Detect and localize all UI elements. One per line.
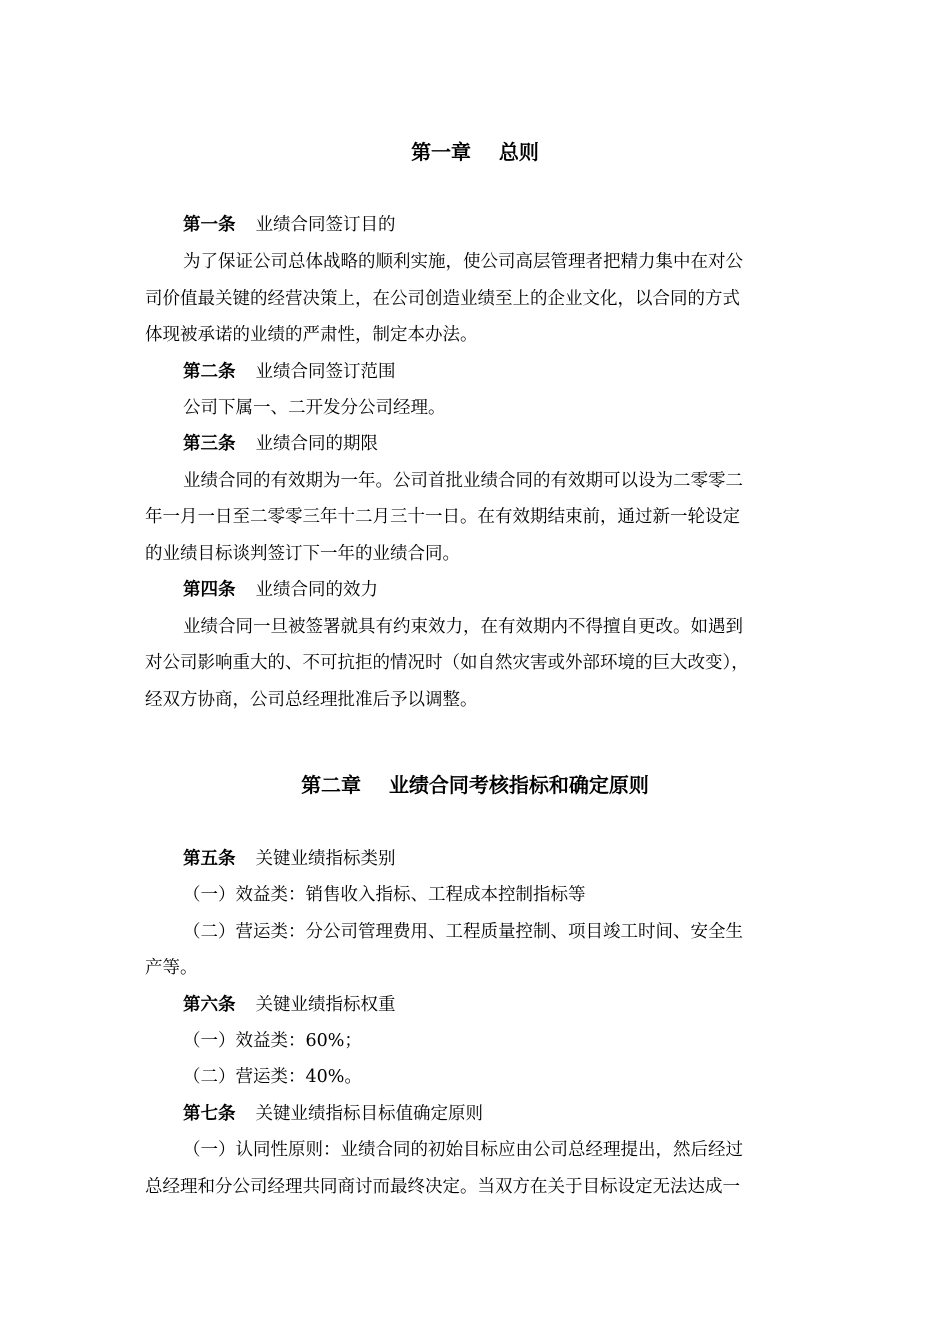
paragraph-line: 对公司影响重大的、不可抗拒的情况时（如自然灾害或外部环境的巨大改变），	[145, 653, 749, 673]
paragraph-line: 业绩合同一旦被签署就具有约束效力，在有效期内不得擅自更改。如遇到	[183, 617, 743, 637]
paragraph-line: 总经理和分公司经理共同商讨而最终决定。当双方在关于目标设定无法达成一	[145, 1177, 740, 1197]
article-1-heading	[183, 214, 853, 236]
article-title: 业绩合同的期限	[255, 434, 378, 454]
article-6-heading	[183, 994, 853, 1016]
article-title: 关键业绩指标类别	[255, 849, 396, 869]
paragraph-line: 为了保证公司总体战略的顺利实施，使公司高层管理者把精力集中在对公	[183, 252, 743, 272]
article-label: 第一条	[183, 215, 236, 235]
article-4-heading	[183, 579, 853, 601]
paragraph-line: （一）认同性原则：业绩合同的初始目标应由公司总经理提出，然后经过	[183, 1140, 743, 1160]
paragraph-line: 经双方协商，公司总经理批准后予以调整。	[145, 690, 478, 710]
article-label: 第六条	[183, 995, 236, 1015]
paragraph-line: 年一月一日至二零零三年十二月三十一日。在有效期结束前，通过新一轮设定	[145, 507, 740, 527]
article-5-heading	[183, 848, 853, 870]
paragraph-line: （二）营运类：40%。	[183, 1067, 362, 1087]
article-label: 第四条	[183, 580, 236, 600]
article-2-heading	[183, 361, 853, 383]
article-label: 第三条	[183, 434, 236, 454]
article-7-heading	[183, 1103, 853, 1125]
paragraph-line: 公司下属一、二开发分公司经理。	[183, 398, 446, 418]
chapter-1-title: 第一章 总则	[411, 140, 539, 164]
paragraph-line: （一）效益类：销售收入指标、工程成本控制指标等	[183, 885, 586, 905]
paragraph-line: 产等。	[145, 958, 198, 978]
paragraph-line: 的业绩目标谈判签订下一年的业绩合同。	[145, 544, 460, 564]
paragraph-line: 体现被承诺的业绩的严肃性，制定本办法。	[145, 325, 478, 345]
article-title: 业绩合同签订范围	[255, 362, 396, 382]
article-title: 关键业绩指标权重	[255, 995, 396, 1015]
article-label: 第七条	[183, 1104, 236, 1124]
article-title: 关键业绩指标目标值确定原则	[255, 1104, 483, 1124]
article-label: 第五条	[183, 849, 236, 869]
paragraph-line: （二）营运类：分公司管理费用、工程质量控制、项目竣工时间、安全生	[183, 922, 743, 942]
chapter-2-title: 第二章 业绩合同考核指标和确定原则	[301, 773, 649, 797]
paragraph-line: （一）效益类：60%；	[183, 1031, 362, 1051]
article-3-heading	[183, 433, 853, 455]
article-label: 第二条	[183, 362, 236, 382]
article-title: 业绩合同的效力	[255, 580, 378, 600]
article-title: 业绩合同签订目的	[255, 215, 396, 235]
paragraph-line: 司价值最关键的经营决策上，在公司创造业绩至上的企业文化，以合同的方式	[145, 289, 740, 309]
paragraph-line: 业绩合同的有效期为一年。公司首批业绩合同的有效期可以设为二零零二	[183, 471, 743, 491]
